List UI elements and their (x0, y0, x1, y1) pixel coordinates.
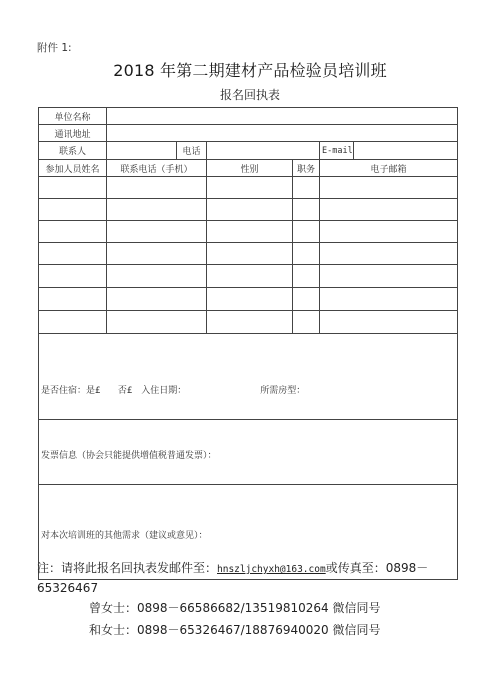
contact-line-he: 和女士：0898－65326467/18876940020 微信同号 (89, 623, 381, 637)
participant-name-cell[interactable] (39, 265, 107, 288)
participant-position-cell[interactable] (293, 177, 320, 199)
checkin-date-label: 入住日期： (141, 385, 187, 396)
participant-header-row (39, 160, 458, 177)
participant-name-cell[interactable] (39, 221, 107, 243)
participant-name-cell[interactable] (39, 288, 107, 311)
col-header-gender: 性别 (207, 160, 293, 177)
participant-gender-cell[interactable] (207, 311, 293, 334)
lodging-question: 是否住宿： (41, 385, 87, 396)
participant-gender-cell[interactable] (207, 243, 293, 265)
participant-phone-cell[interactable] (107, 221, 207, 243)
email-field[interactable] (354, 142, 458, 160)
participant-position-cell[interactable] (293, 199, 320, 221)
form-subtitle: 报名回执表 (219, 88, 280, 102)
phone-label: 电话 (177, 142, 207, 160)
requests-label: 对本次培训班的其他需求（建议或意见）： (41, 530, 208, 541)
address-field[interactable] (107, 125, 458, 142)
participant-email-cell[interactable] (320, 199, 458, 221)
invoice-row (39, 420, 458, 485)
email-link[interactable]: hnszljchyxh@163.com (217, 564, 326, 575)
participant-email-cell[interactable] (320, 243, 458, 265)
participant-phone-cell[interactable] (107, 243, 207, 265)
participant-row (39, 199, 458, 221)
participant-phone-cell[interactable] (107, 288, 207, 311)
unit-name-row (39, 108, 458, 125)
participant-row (39, 221, 458, 243)
contact-row (39, 142, 458, 160)
submission-note (37, 559, 467, 597)
participant-gender-cell[interactable] (207, 288, 293, 311)
participant-phone-cell[interactable] (107, 177, 207, 199)
participant-name-cell[interactable] (39, 243, 107, 265)
participant-position-cell[interactable] (293, 311, 320, 334)
participant-row (39, 288, 458, 311)
address-row (39, 125, 458, 142)
registration-form-table (38, 107, 458, 580)
participant-email-cell[interactable] (320, 288, 458, 311)
participant-gender-cell[interactable] (207, 265, 293, 288)
col-header-phone: 联系电话（手机） (107, 160, 207, 177)
contact-label: 联系人 (39, 142, 107, 160)
participant-phone-cell[interactable] (107, 311, 207, 334)
participant-gender-cell[interactable] (207, 177, 293, 199)
participant-email-cell[interactable] (320, 221, 458, 243)
participant-phone-cell[interactable] (107, 265, 207, 288)
participant-email-cell[interactable] (320, 177, 458, 199)
participant-position-cell[interactable] (293, 265, 320, 288)
contact-line-zeng: 曾女士：0898－66586682/13519810264 微信同号 (89, 601, 381, 615)
participant-gender-cell[interactable] (207, 221, 293, 243)
attachment-label: 附件 1: (37, 42, 72, 54)
participant-row (39, 265, 458, 288)
participant-phone-cell[interactable] (107, 199, 207, 221)
lodging-yes-checkbox[interactable]: 是£ (86, 385, 101, 396)
unit-name-field[interactable] (107, 108, 458, 125)
col-header-position: 职务 (293, 160, 320, 177)
phone-field[interactable] (207, 142, 320, 160)
invoice-label: 发票信息（协会只能提供增值税普通发票）： (41, 450, 217, 461)
participant-row (39, 311, 458, 334)
participant-position-cell[interactable] (293, 288, 320, 311)
participant-email-cell[interactable] (320, 311, 458, 334)
unit-name-label: 单位名称 (39, 108, 107, 125)
lodging-no-checkbox[interactable]: 否£ (117, 385, 133, 396)
email-label: E-mail (320, 142, 354, 160)
lodging-cell[interactable] (39, 334, 458, 420)
room-type-label: 所需房型： (260, 385, 306, 396)
participant-name-cell[interactable] (39, 311, 107, 334)
col-header-name: 参加人员姓名 (39, 160, 107, 177)
contact-field[interactable] (107, 142, 177, 160)
participant-gender-cell[interactable] (207, 199, 293, 221)
lodging-row (39, 334, 458, 420)
fax-text: 或传真至：0898－65326467 (37, 561, 429, 595)
participant-row (39, 177, 458, 199)
address-label: 通讯地址 (39, 125, 107, 142)
participant-position-cell[interactable] (293, 243, 320, 265)
participant-name-cell[interactable] (39, 177, 107, 199)
col-header-email: 电子邮箱 (320, 160, 458, 177)
note-prefix: 注：请将此报名回执表发邮件至： (37, 561, 218, 575)
participant-email-cell[interactable] (320, 265, 458, 288)
page-title: 2018 年第二期建材产品检验员培训班 (113, 61, 387, 80)
invoice-cell[interactable] (39, 420, 458, 485)
participant-name-cell[interactable] (39, 199, 107, 221)
participant-row (39, 243, 458, 265)
participant-position-cell[interactable] (293, 221, 320, 243)
